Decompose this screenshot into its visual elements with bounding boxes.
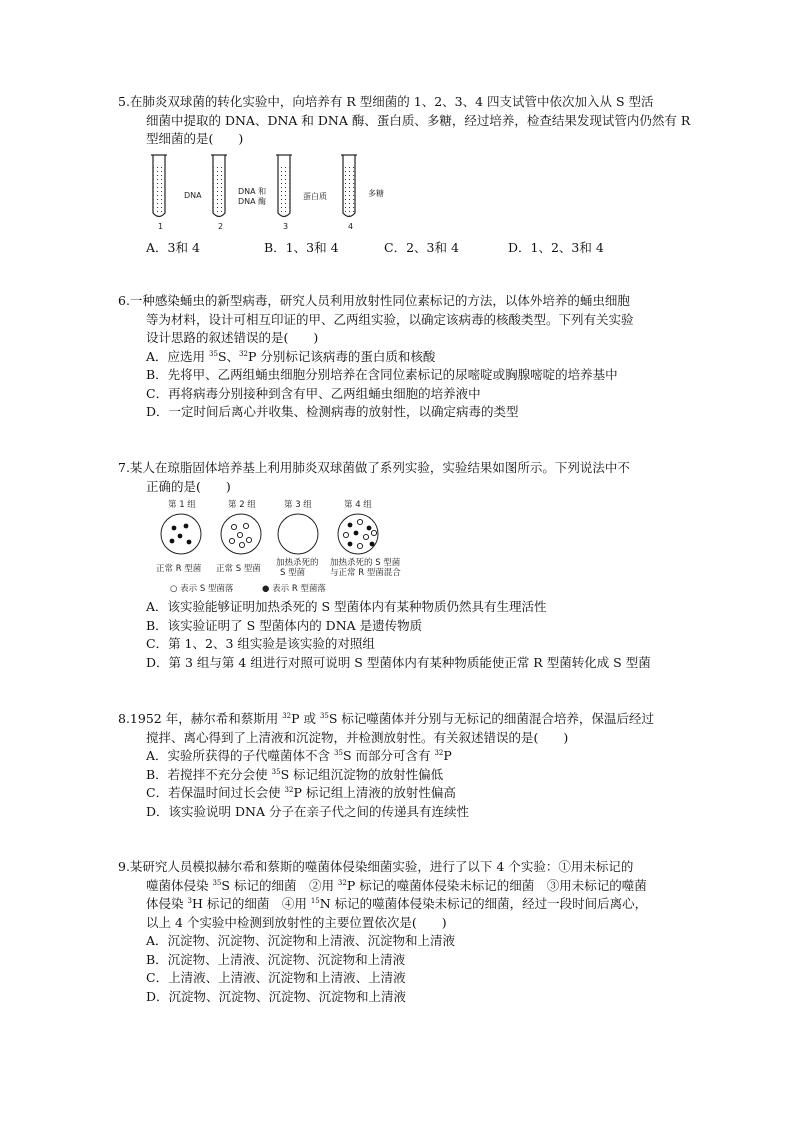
- q5-stem-line3: 型细菌的是( ): [146, 131, 244, 146]
- q9-option-b: B．沉淀物、上清液、沉淀物、沉淀物和上清液: [146, 951, 406, 967]
- question-8: [118, 710, 708, 821]
- q6-option-c: C．再将病毒分别接种到含有甲、乙两组蛹虫细胞的培养液中: [146, 385, 481, 401]
- group-4-title: 第 4 组: [344, 500, 372, 510]
- q9-line3-pre: 体侵染: [146, 896, 188, 911]
- q5-option-d: D．1、2、3和 4: [508, 240, 604, 255]
- q8-option-c-sup32: 32: [284, 786, 294, 794]
- tube-2-label-line1: DNA 和: [238, 187, 267, 196]
- legend-r-colony: ● 表示 R 型菌落: [262, 584, 326, 594]
- q6-option-a-pre: A．应选用: [146, 348, 210, 364]
- group-2-title: 第 2 组: [228, 500, 256, 510]
- q9-line2-mid: S 标记的细菌 ②用: [221, 877, 338, 893]
- tube-1-number: 1: [158, 222, 164, 231]
- q8-option-d: D．该实验说明 DNA 分子在亲子代之间的传递具有连续性: [146, 803, 469, 819]
- q9-stem-line1: 9.某研究人员模拟赫尔希和蔡斯的噬菌体侵染细菌实验，进行了以下 4 个实验：①用未标记的: [118, 859, 634, 874]
- group-1-caption: 正常 R 型菌: [156, 564, 202, 574]
- group-4-caption-line1: 加热杀死的 S 型菌: [330, 558, 401, 568]
- q6-stem-line3: 设计思路的叙述错误的是( ): [146, 330, 319, 345]
- q8-option-b: [118, 766, 708, 785]
- group-3-title: 第 3 组: [284, 500, 312, 510]
- dish-group-1: [161, 514, 201, 554]
- q8-option-b-pre: B．若搅拌不充分会使: [146, 766, 272, 782]
- q9-sup-3: 3: [187, 897, 192, 905]
- q6-option-a-sup2: 32: [239, 349, 248, 358]
- q6-option-a: [118, 348, 708, 367]
- group-1-title: 第 1 组: [168, 500, 196, 510]
- group-2-caption: 正常 S 型菌: [216, 564, 261, 574]
- q8-option-c-post: P 标记组上清液的放射性偏高: [293, 785, 456, 800]
- tube-3: [276, 155, 292, 217]
- q9-line2-post: P 标记的噬菌体侵染未标记的细菌 ③用未标记的噬菌: [346, 877, 647, 893]
- tube-4-number: 4: [348, 222, 354, 231]
- q8-stem-line2: 搅拌、离心得到了上清液和沉淀物，并检测放射性。有关叙述错误的是( ): [146, 729, 569, 745]
- tube-3-number: 3: [283, 222, 289, 231]
- question-9: [118, 858, 708, 1006]
- q9-line3-post: N 标记的噬菌体侵染未标记的细菌，经过一段时间后离心，: [319, 896, 648, 911]
- q7-option-a: A．该实验能够证明加热杀死的 S 型菌体内有某种物质仍然具有生理活性: [146, 599, 547, 614]
- q8-option-a-pre: A．实验所获得的子代噬菌体不含: [146, 748, 335, 763]
- q8-line1-mid: P 或: [291, 711, 320, 726]
- q9-stem-line3: [118, 895, 708, 914]
- q8-line1-pre: 8.1952 年，赫尔希和蔡斯用: [118, 711, 283, 726]
- q6-option-d: D．一定时间后离心并收集、检测病毒的放射性，以确定病毒的类型: [146, 404, 519, 419]
- q6-option-a-mid: S、: [217, 348, 240, 364]
- q5-option-c: C．2、3和 4: [384, 240, 459, 255]
- q7-petri-dish-figure: [150, 496, 420, 596]
- q8-sup-32: 32: [282, 712, 292, 720]
- group-3-caption-line2: S 型菌: [280, 568, 306, 578]
- q6-option-a-sup1: 35: [209, 349, 218, 358]
- q9-option-c: C．上清液、上清液、沉淀物和上清液、上清液: [146, 970, 406, 985]
- tube-2: [211, 155, 227, 217]
- dish-group-2: [221, 514, 261, 554]
- q5-stem-line2: 细菌中提取的 DNA、DNA 和 DNA 酶、蛋白质、多糖，经过培养，检查结果发现试管内仍然有 R: [146, 112, 691, 128]
- q9-sup-32: 32: [337, 878, 347, 887]
- group-4-caption-line2: 与正常 R 型菌混合: [330, 568, 401, 578]
- q8-option-c-pre: C．若保温时间过长会使: [146, 785, 285, 800]
- q8-option-a-sup32: 32: [434, 749, 444, 757]
- q8-option-b-sup35: 35: [271, 767, 281, 776]
- q9-option-a: A．沉淀物、沉淀物、沉淀物和上清液、沉淀物和上清液: [146, 933, 456, 948]
- q5-test-tube-figure: [140, 150, 400, 232]
- q9-line3-mid: H 标记的细菌 ④用: [191, 896, 311, 911]
- q7-stem-line2: 正确的是( ): [146, 478, 231, 494]
- q5-option-a: A．3和 4: [146, 240, 200, 255]
- q8-option-c: [118, 784, 708, 803]
- q7-option-b: B．该实验证明了 S 型菌体内的 DNA 是遗传物质: [146, 617, 423, 633]
- tube-1-label: DNA: [184, 191, 202, 200]
- q5-option-b: B．1、3和 4: [264, 240, 339, 255]
- q8-option-a: [118, 747, 708, 766]
- tube-4-label: 多糖: [368, 189, 384, 198]
- q6-stem-line1: 6.一种感染蛹虫的新型病毒，研究人员利用放射性同位素标记的方法，以体外培养的蛹虫细胞: [118, 293, 630, 308]
- question-5: [118, 93, 708, 149]
- q9-line2-pre: 噬菌体侵染: [146, 877, 213, 893]
- q9-sup-15: 15: [310, 897, 320, 905]
- question-7: [118, 459, 708, 496]
- q5-stem-line1: 5.在肺炎双球菌的转化实验中，向培养有 R 型细菌的 1、2、3、4 四支试管中依次加入从 S 型活: [118, 94, 654, 109]
- q6-stem-line2: 等为材料，设计可相互印证的甲、乙两组实验，以确定该病毒的核酸类型。下列有关实验: [146, 311, 634, 327]
- tube-1: [151, 155, 167, 217]
- q9-option-d: D．沉淀物、沉淀物、沉淀物、沉淀物和上清液: [146, 988, 407, 1004]
- tube-4: [341, 155, 357, 217]
- tube-2-number: 2: [218, 222, 224, 231]
- q8-sup-35: 35: [319, 712, 329, 720]
- q9-sup-35: 35: [212, 878, 222, 887]
- q7-options: [118, 598, 708, 672]
- q8-option-a-post: P: [443, 748, 452, 763]
- q5-options: [118, 237, 708, 258]
- q7-option-d: D．第 3 组与第 4 组进行对照可说明 S 型菌体内有某种物质能使正常 R 型菌转化成 S 型菌: [146, 654, 651, 670]
- group-3-caption-line1: 加热杀死的: [276, 558, 319, 568]
- q8-option-a-mid: S 而部分可含有: [342, 748, 435, 763]
- q8-line1-post: S 标记噬菌体并分别与无标记的细菌混合培养，保温后经过: [328, 711, 654, 726]
- q9-stem-line4: 以上 4 个实验中检测到放射性的主要位置依次是( ): [146, 914, 447, 930]
- q7-stem-line1: 7.某人在琼脂固体培养基上利用肺炎双球菌做了系列实验，实验结果如图所示。下列说法中不: [118, 460, 630, 475]
- q8-option-a-sup35: 35: [334, 749, 343, 757]
- q6-option-b: B．先将甲、乙两组蛹虫细胞分别培养在含同位素标记的尿嘧啶或胸腺嘧啶的培养基中: [146, 367, 618, 382]
- tube-3-label: 蛋白质: [303, 192, 327, 201]
- q8-option-b-post: S 标记组沉淀物的放射性偏低: [280, 766, 444, 782]
- dish-group-4: [338, 514, 378, 554]
- legend-s-colony: ○ 表示 S 型菌落: [170, 584, 234, 594]
- question-6: [118, 292, 708, 422]
- q7-option-c: C．第 1、2、3 组实验是该实验的对照组: [146, 636, 375, 651]
- dish-group-3: [278, 514, 318, 554]
- q8-stem-line1: [118, 710, 708, 729]
- q6-option-a-post: P 分别标记该病毒的蛋白质和核酸: [247, 348, 436, 364]
- tube-2-label-line2: DNA 酶: [238, 197, 267, 206]
- test-tubes-svg: [140, 150, 400, 232]
- q9-stem-line2: [118, 877, 708, 896]
